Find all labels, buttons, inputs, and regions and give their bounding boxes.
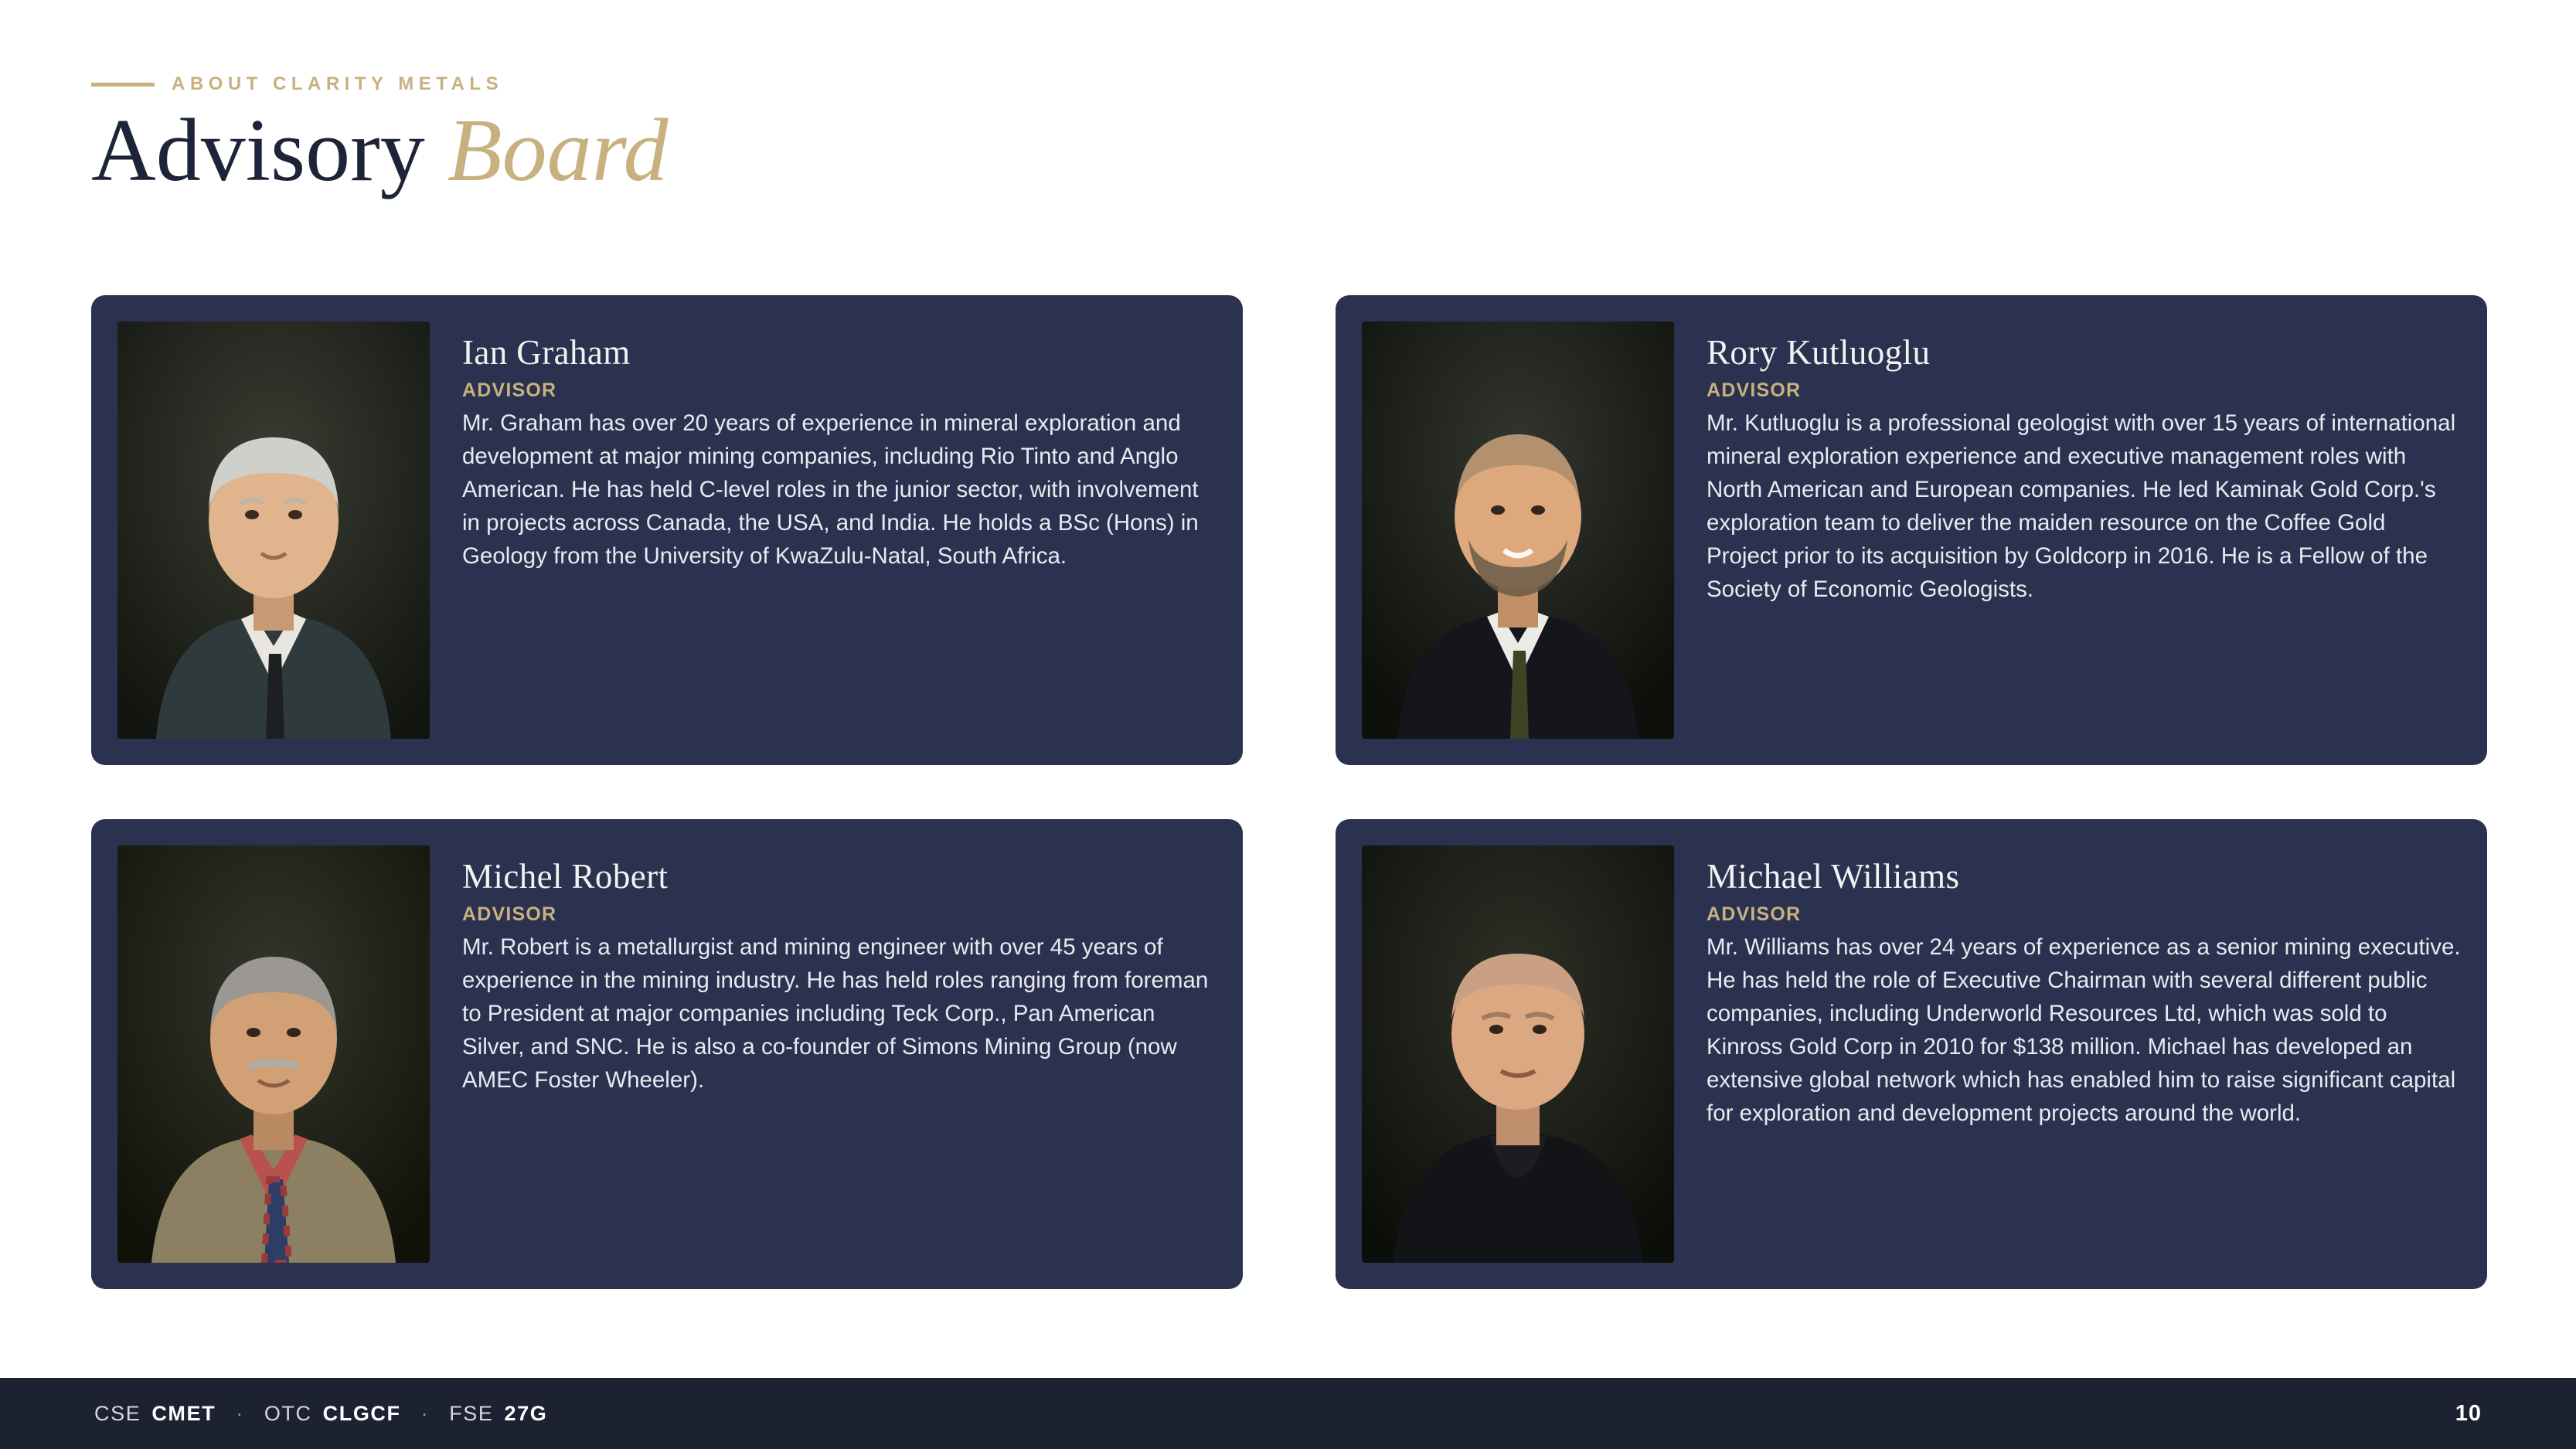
advisor-description: Mr. Kutluoglu is a professional geologist with over 15 years of international mineral exploration experience and executive management roles with North American and European companies. He led Kaminak Gold Corp.'s exploration team to deliver the maiden resource on the Coffee Gold Project prior to its acquisition by Goldcorp in 2016. He is a Fellow of the Society of Economic Geologists.	[1707, 410, 2456, 602]
advisor-bio	[1674, 321, 2461, 739]
advisor-photo	[117, 321, 430, 739]
advisor-bio	[430, 321, 1217, 739]
advisor-photo	[117, 845, 430, 1263]
advisor-bio	[430, 845, 1217, 1263]
advisor-role: ADVISOR	[1707, 379, 1802, 401]
advisor-name: Ian Graham	[462, 333, 631, 372]
advisor-name: Rory Kutluoglu	[1707, 333, 1931, 372]
advisor-description: Mr. Williams has over 24 years of experience as a senior mining executive. He has held the role of Executive Chairman with several different public companies, including Underworld Resources Ltd, which was sold to Kinross Gold Corp in 2010 for $138 million. Michael has developed an extensive global network which has enabled him to raise significant capital for exploration and development projects around the world.	[1707, 934, 2461, 1126]
page-header	[91, 73, 1637, 202]
advisor-photo	[1362, 845, 1674, 1263]
eyebrow	[91, 73, 1637, 95]
portrait-michael-williams-icon	[1362, 845, 1674, 1263]
advisor-card	[1336, 295, 2487, 765]
advisor-card	[1336, 819, 2487, 1289]
listing-symbol: CLGCF	[322, 1401, 401, 1425]
eyebrow-label: ABOUT CLARITY METALS	[172, 73, 504, 94]
listing-exchange: OTC	[264, 1401, 312, 1425]
listing-symbol: CMET	[151, 1401, 216, 1425]
ticker-listings	[94, 1402, 547, 1426]
portrait-rory-kutluoglu-icon	[1362, 321, 1674, 739]
advisor-photo	[1362, 321, 1674, 739]
listing-separator: ·	[236, 1401, 244, 1425]
advisor-role: ADVISOR	[462, 903, 557, 925]
page-number: 10	[2455, 1400, 2482, 1426]
slide-footer	[0, 1378, 2576, 1449]
listing-separator: ·	[420, 1401, 430, 1425]
advisor-card	[91, 295, 1243, 765]
page-title	[91, 100, 1637, 202]
advisor-card	[91, 819, 1243, 1289]
page-title-main: Advisory	[91, 101, 425, 200]
advisor-bio	[1674, 845, 2461, 1263]
advisor-name: Michael Williams	[1707, 857, 1960, 896]
advisor-description: Mr. Graham has over 20 years of experience in mineral exploration and development at major mining companies, including Rio Tinto and Anglo American. He has held C-level roles in the junior sector, with involvement in projects across Canada, the USA, and India. He holds a BSc (Hons) in Geology from the University of KwaZulu-Natal, South Africa.	[462, 410, 1199, 569]
advisor-description: Mr. Robert is a metallurgist and mining engineer with over 45 years of experience in the mining industry. He has held roles ranging from foreman to President at major companies including Teck Corp., Pan American Silver, and SNC. He is also a co-founder of Simons Mining Group (now AMEC Foster Wheeler).	[462, 934, 1209, 1093]
listing-exchange: FSE	[449, 1401, 494, 1425]
portrait-ian-graham-icon	[117, 321, 430, 739]
advisor-role: ADVISOR	[1707, 903, 1802, 925]
advisor-role: ADVISOR	[462, 379, 557, 401]
eyebrow-dash-icon	[91, 83, 155, 87]
advisor-name: Michel Robert	[462, 857, 669, 896]
page-title-accent: Board	[447, 101, 669, 200]
advisor-card-grid	[91, 295, 2487, 1289]
listing-symbol: 27G	[504, 1401, 548, 1425]
portrait-michel-robert-icon	[117, 845, 430, 1263]
listing-exchange: CSE	[94, 1401, 141, 1425]
